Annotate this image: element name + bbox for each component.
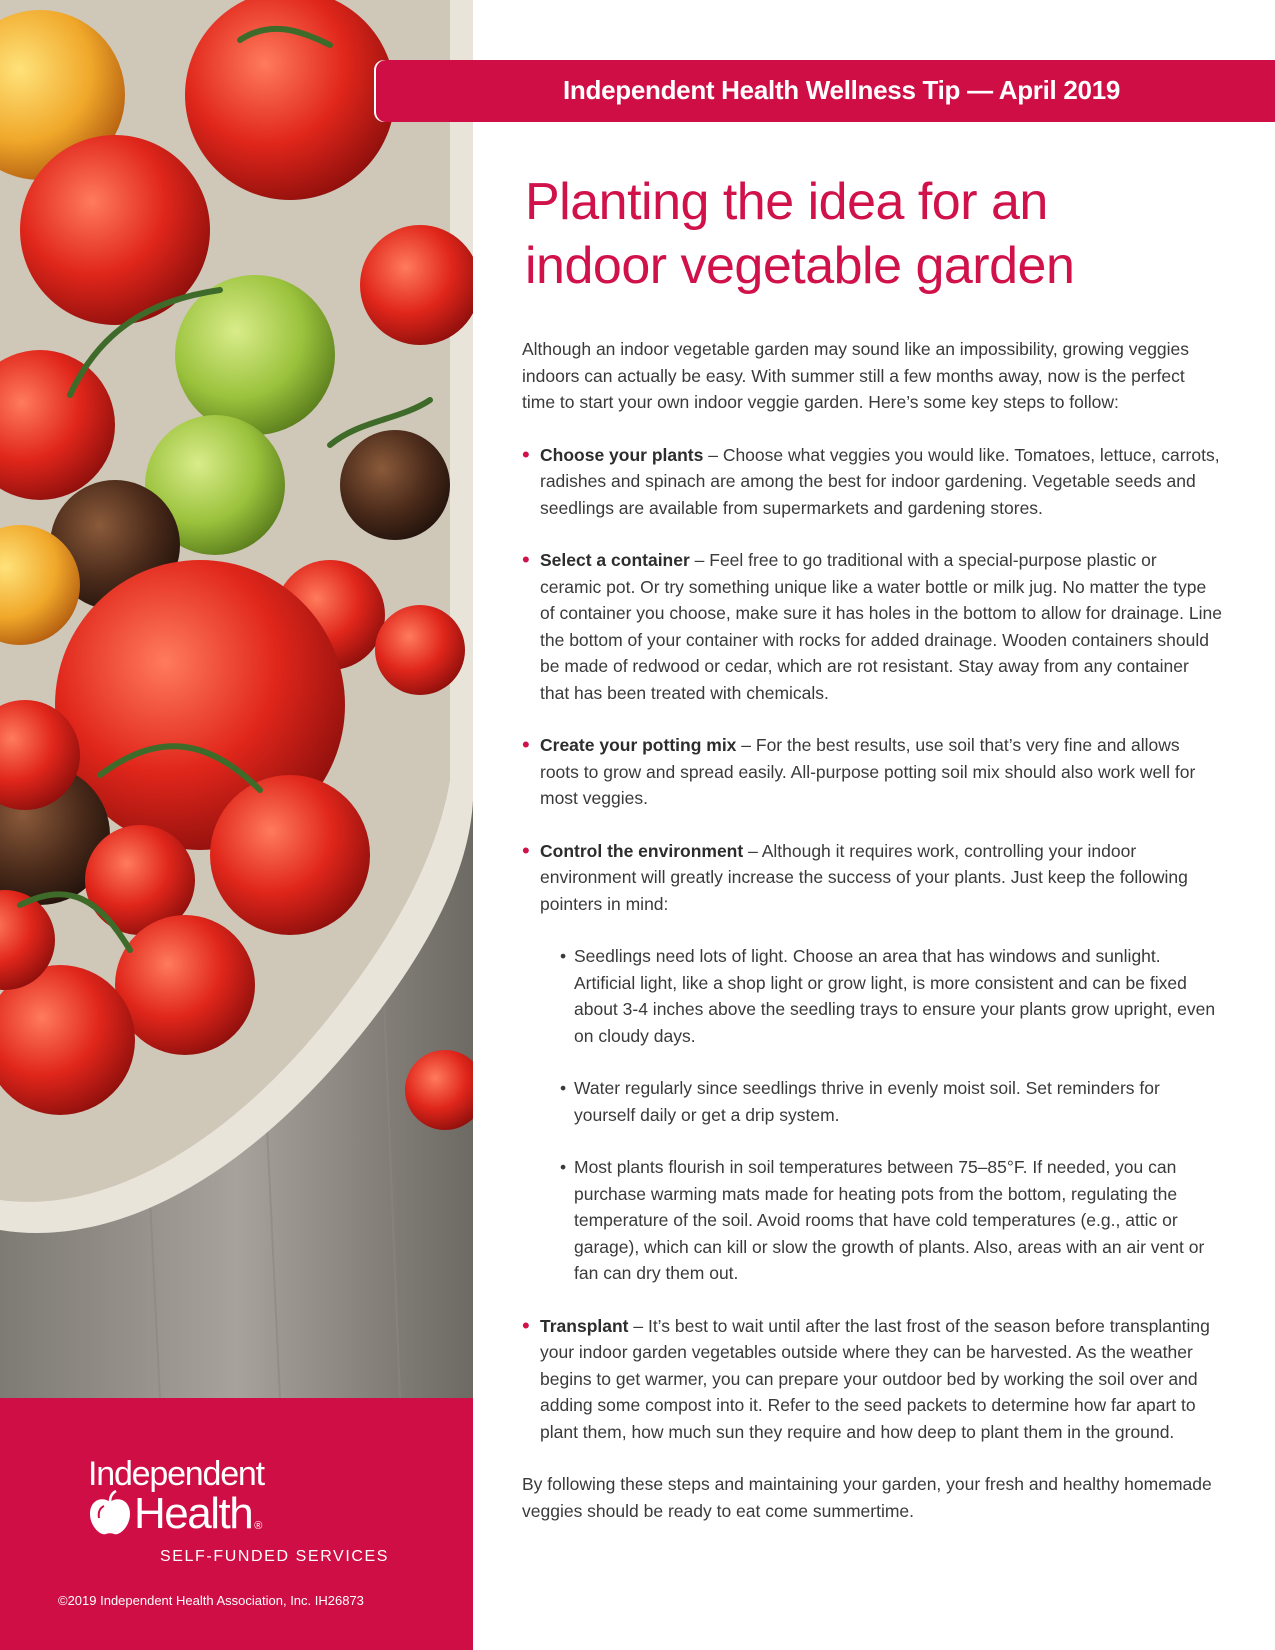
pointer-item: • Water regularly since seedlings thrive in evenly moist soil. Set reminders for yourself daily or get a drip system. <box>540 1075 1222 1128</box>
step-heading: Control the environment <box>540 840 744 861</box>
tomatoes-photo <box>0 0 473 1398</box>
step-heading: Select a container <box>540 550 690 570</box>
intro-paragraph: Although an indoor vegetable garden may sound like an impossibility, growing veggies indoors can actually be easy. With summer still a few months away, now is the perfect time to start your own indoor veggie garden. Here’s some key steps to follow: <box>522 339 1190 412</box>
page-title <box>525 170 1225 298</box>
step-heading: Choose your plants <box>540 444 704 465</box>
logo-health-text: Health <box>134 1489 253 1538</box>
pointer-item: • Most plants flourish in soil temperatures between 75–85°F. If needed, you can purchase warming mats made for heating pots from the bottom, regulating the temperature of the soil. Avoid rooms that have cold temperatures (e.g., attic or garage), which can kill or slow the growth of plants. Also, areas with an air vent or fan can dry them out. <box>540 1154 1222 1287</box>
article-body <box>522 336 1222 1524</box>
pointers-list <box>540 943 1222 1287</box>
copyright-notice: ©2019 Independent Health Association, Inc. IH26873 <box>58 1593 364 1608</box>
steps-list <box>522 442 1222 1446</box>
step-text: – Choose what veggies you would like. Tomatoes, lettuce, carrots, radishes and spinach are among the best for indoor gardening. Vegetable seeds and seedlings are available from supermarkets and gardening stores. <box>540 444 1220 518</box>
logo-wordmark-line2 <box>88 1490 389 1536</box>
logo-wordmark-line1: Independent <box>88 1455 264 1493</box>
step-item <box>522 1313 1222 1446</box>
step-text: – Although it requires work, controlling your indoor environment will greatly increase the success of your plants. Just keep the following pointers in mind: <box>540 840 1188 914</box>
step-heading: Transplant <box>540 1315 629 1336</box>
closing-paragraph: By following these steps and maintaining your garden, your fresh and healthy homemade veggies should be ready to eat come summertime. <box>522 1474 1212 1521</box>
registered-mark: ® <box>254 1520 263 1532</box>
independent-health-logo <box>88 1456 389 1566</box>
step-item <box>522 732 1222 812</box>
step-heading: Create your potting mix <box>540 735 737 755</box>
step-item <box>522 547 1222 706</box>
banner-text: Independent Health Wellness Tip — April 2019 <box>563 75 1121 105</box>
step-text: – For the best results, use soil that’s very fine and allows roots to grow and spread easily. All-purpose potting soil mix should also work well for most veggies. <box>540 735 1196 808</box>
title-line-2: indoor vegetable garden <box>525 237 1075 295</box>
step-text: – Feel free to go traditional with a special-purpose plastic or ceramic pot. Or try something unique like a water bottle or milk jug. No matter the type of container you choose, make sure it has holes in the bottom to allow for drainage. Line the bottom of your container with rocks for added drainage. Wooden containers should be made of redwood or cedar, which are rot resistant. Stay away from any container that has been treated with chemicals. <box>540 550 1222 703</box>
title-line-1: Planting the idea for an <box>525 173 1048 231</box>
brand-panel <box>0 1398 473 1650</box>
step-item <box>522 838 1222 1287</box>
pointer-item: • Seedlings need lots of light. Choose an area that has windows and sunlight. Artificial light, like a shop light or grow light, is more consistent and can be fixed about 3-4 inches above the seedling trays to ensure your plants grow upright, even on cloudy days. <box>540 943 1222 1049</box>
step-item <box>522 442 1222 522</box>
tomatoes-illustration <box>0 0 473 1398</box>
logo-subtitle: SELF-FUNDED SERVICES <box>160 1548 390 1565</box>
step-text: – It’s best to wait until after the last frost of the season before transplanting your indoor garden vegetables outside where they can be harvested. As the weather begins to get warmer, you can prepare your outdoor bed by working the soil over and adding some compost into it. Refer to the seed packets to determine how far apart to plant them, how much sun they require and how deep to plant them in the ground. <box>540 1315 1210 1442</box>
apple-icon <box>88 1490 132 1536</box>
header-banner <box>376 60 1275 122</box>
